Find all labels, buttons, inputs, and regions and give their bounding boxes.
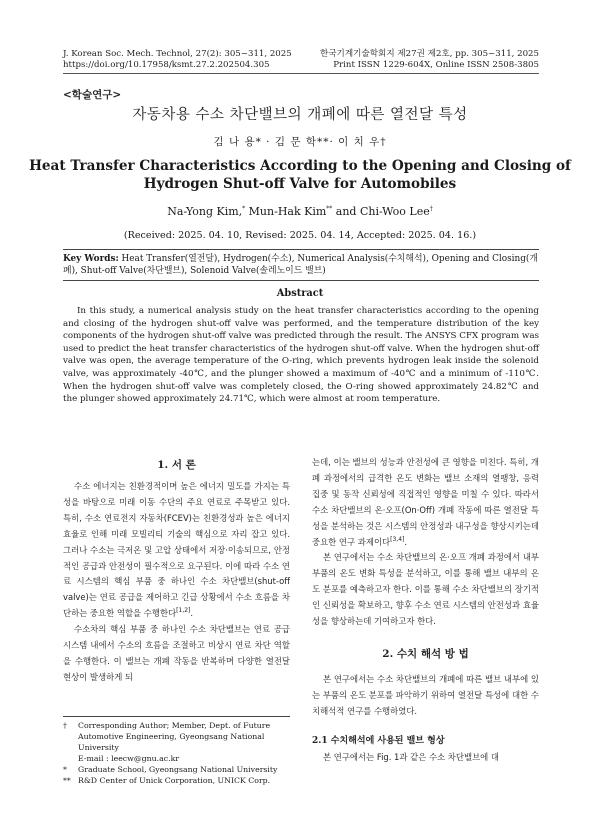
keywords-top-rule bbox=[63, 249, 539, 250]
journal-citation-kr: 한국기계기술학회지 제27권 제2호, pp. 305~311, 2025 bbox=[319, 49, 539, 59]
keywords-label: Key Words: bbox=[63, 254, 119, 264]
author-1: Na-Yong Kim, bbox=[167, 205, 243, 218]
section-1-paragraph-3: 본 연구에서는 수소 차단밸브의 온·오프 개폐 과정에서 내부 부품의 온도 변화 특성을 분석하고, 이를 통해 밸브 내부의 온도 분포를 예측하고자 한다. 이를 통해 수소 차단밸브의 장기적인 신뢰성을 확보하고, 향후 수소 연료 시스템의 안전성과 효율성을 향상하는데 기여하고자 한다. bbox=[312, 552, 539, 627]
citation-1-2[interactable]: [1,2] bbox=[176, 607, 191, 615]
keywords-block bbox=[63, 253, 539, 278]
column-left bbox=[63, 455, 290, 686]
section-1-paragraph-2-continued: 는데, 이는 밸브의 성능과 안전성에 큰 영향을 미친다. 특히, 개폐 과정에서의 급격한 온도 변화는 밸브 소재의 열팽창, 응력 집중 및 동작 신뢰성에 직접적인 영향을 미칠 수 있다. 따라서 수소 차단밸브의 온·오프(On·Off) 개폐 작동에 따른 열전달 특성을 분석하는 것은 시스템의 안정성과 내구성을 향상시키는데 중요한 연구 과제이다[3,4]. bbox=[312, 457, 539, 547]
footnote-corresponding: † Corresponding Author; Member, Dept. of Future Automotive Engineering, Gyeongsang National University bbox=[63, 721, 271, 752]
section-2-heading: 2. 수치 해석 방 법 bbox=[382, 647, 469, 660]
author-3: and Chi-Woo Lee bbox=[332, 205, 430, 218]
keywords-bottom-rule bbox=[63, 280, 539, 281]
subsection-2-1-text: 본 연구에서는 Fig. 1과 같은 수소 차단밸브에 대 bbox=[323, 751, 500, 762]
footnote-author-1: * Graduate School, Gyeongsang National University bbox=[63, 765, 278, 774]
section-2-paragraph-1: 본 연구에서는 수소 차단밸브의 개폐에 따른 밸브 내부에 있는 부품의 온도 분포를 파악하기 위하여 열전달 특성에 대한 수치해석적 연구를 수행하였다. bbox=[312, 673, 539, 716]
author-1-mark: * bbox=[242, 205, 246, 213]
section-1-paragraph-2: 수소차의 핵심 부품 중 하나인 수소 차단밸브는 연료 공급 시스템 내에서 수소의 흐름을 조절하고 비상시 연료 차단 역할을 수행한다. 이 밸브는 개폐 작동을 반복하며 다양한 열전달 현상이 발생하게 되 bbox=[63, 624, 290, 682]
section-1-heading: 1. 서 론 bbox=[157, 459, 196, 471]
doi-link[interactable]: https://doi.org/10.17958/ksmt.27.2.202504.305 bbox=[63, 60, 270, 70]
author-3-mark: † bbox=[429, 205, 433, 213]
subsection-2-1-heading: 2.1 수치해석에 사용된 밸브 형상 bbox=[312, 735, 445, 746]
footnote-divider bbox=[63, 716, 290, 717]
authors-english bbox=[0, 205, 600, 218]
keywords-text: Heat Transfer(열전달), Hydrogen(수소), Numerical Analysis(수치해석), Opening and Closing(개폐), Shut-off Valve(차단밸브), Solenoid Valve(솔레노이드 밸브) bbox=[63, 254, 538, 277]
article-category: <학술연구> bbox=[63, 89, 122, 101]
author-2-mark: ** bbox=[326, 205, 333, 213]
section-1-paragraph-1: 수소 에너지는 친환경적이며 높은 에너지 밀도를 가지는 특성을 바탕으로 미래 이동 수단의 주요 연료로 주목받고 있다. 특히, 수소 연료전지 자동차(FCEV)는 친환경성과 높은 에너지 효율로 인해 미래 모빌리티 기술의 핵심으로 자리 잡고 있다. 그러나 수소는 극저온 및 고압 상태에서 저장·이송되므로, 안정적인 공급과 안전성이 필수적으로 요구된다. 이에 따라 수소 연료 시스템의 핵심 부품 중 하나인 수소 차단밸브(shut-off valve)는 연료 공급을 제어하고 긴급 상황에서 수소 흐름을 차단하는 중요한 역할을 수행한다[1,2]. bbox=[63, 481, 290, 619]
author-2: Mun-Hak Kim bbox=[245, 205, 327, 218]
abstract-heading: Abstract bbox=[276, 288, 324, 299]
footnote-author-2: ** R&D Center of Unick Corporation, UNICK Corp. bbox=[63, 776, 271, 785]
column-right bbox=[312, 455, 539, 766]
citation-3-4[interactable]: [3,4] bbox=[390, 535, 405, 543]
header-divider bbox=[63, 73, 539, 74]
issn-info: Print ISSN 1229-604X, Online ISSN 2508-3805 bbox=[333, 60, 539, 70]
journal-citation: J. Korean Soc. Mech. Technol, 27(2): 305~311, 2025 bbox=[63, 49, 292, 59]
received-dates: (Received: 2025. 04. 10, Revised: 2025. 04. 14, Accepted: 2025. 04. 16.) bbox=[123, 230, 477, 241]
footnotes bbox=[63, 720, 290, 786]
authors-korean: 김 나 용* · 김 문 학**· 이 치 우† bbox=[213, 136, 387, 148]
title-english bbox=[0, 158, 600, 193]
title-korean: 자동차용 수소 차단밸브의 개폐에 따른 열전달 특성 bbox=[132, 107, 468, 123]
footnote-email[interactable]: E-mail : leecw@gnu.ac.kr bbox=[78, 754, 180, 763]
title-english-line1: Heat Transfer Characteristics According to the Opening and Closing of bbox=[29, 158, 571, 174]
abstract-body: In this study, a numerical analysis study on the heat transfer characteristics according to the opening and closing of the hydrogen shut-off valve was performed, and the temperature distribution of the key components of the hydrogen shut-off valve was predicted through the result. The ANSYS CFX program was used to predict the heat transfer characteristics of the hydrogen shut-off valve. When the hydrogen shut-off valve was open, the average temperature of the O-ring, which prevents hydrogen leak inside the solenoid valve, was approximately -40℃, and the plunger showed a maximum of -40℃ and a minimum of -110℃. When the hydrogen shut-off valve was completely closed, the O-ring showed approximately 24.82℃ and the plunger showed approximately 24.71℃, which were almost at room temperature. bbox=[63, 306, 539, 405]
title-english-line2: Hydrogen Shut-off Valve for Automobiles bbox=[143, 175, 457, 192]
